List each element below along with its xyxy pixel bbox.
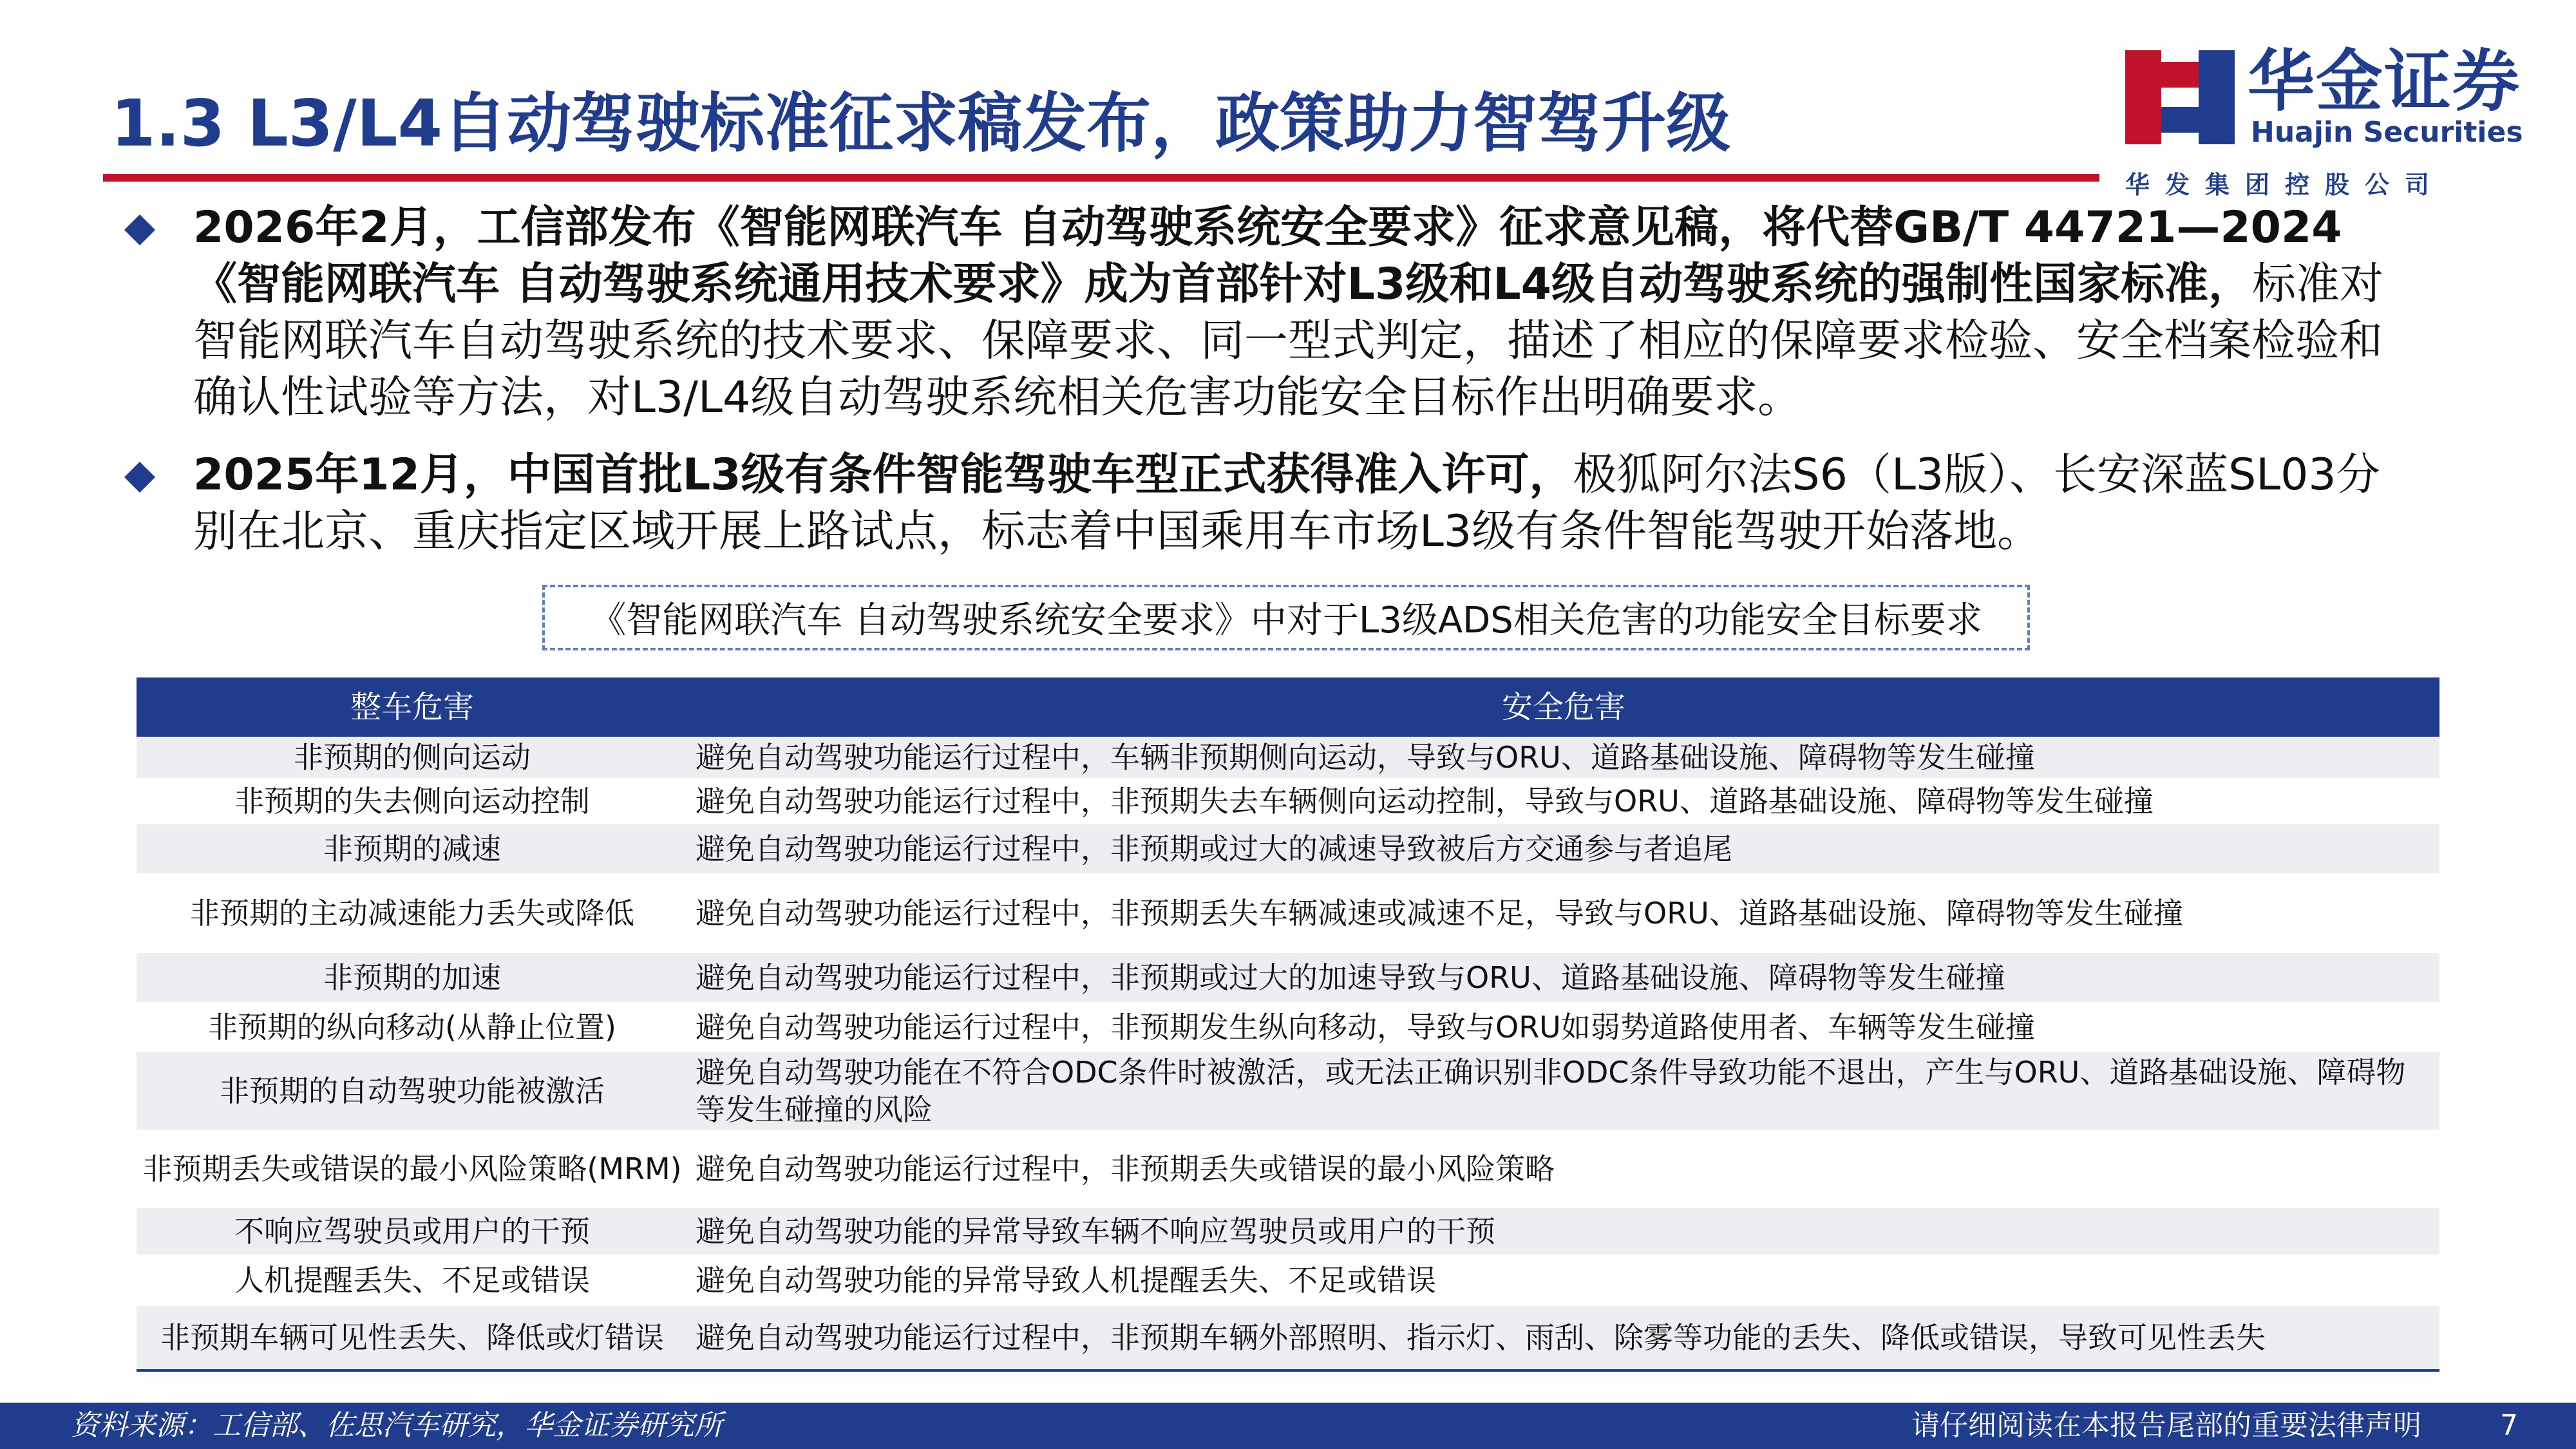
bullet-text — [193, 200, 2421, 426]
hazard-cell: 人机提醒丢失、不足或错误 — [137, 1255, 688, 1306]
table-row — [137, 737, 2439, 778]
logo-chinese-name: 华金证券 — [2248, 42, 2521, 120]
hazard-cell: 非预期车辆可见性丢失、降低或灯错误 — [137, 1306, 688, 1370]
hazard-cell: 非预期的主动减速能力丢失或降低 — [137, 873, 688, 953]
footer-bar — [0, 1403, 2576, 1449]
table-row — [137, 1002, 2439, 1052]
column-header-vehicle-hazard: 整车危害 — [137, 677, 688, 737]
bullet-point-1 — [129, 200, 2421, 426]
logo-english-name: Huajin Securities — [2251, 116, 2523, 149]
requirement-cell: 避免自动驾驶功能运行过程中，非预期或过大的减速导致被后方交通参与者追尾 — [688, 824, 2439, 873]
legal-notice: 请仔细阅读在本报告尾部的重要法律声明 — [1911, 1409, 2421, 1442]
table-row — [137, 1052, 2439, 1130]
bullet-text — [193, 447, 2421, 560]
diamond-bullet-icon — [124, 214, 155, 245]
table-row — [137, 1130, 2439, 1208]
logo-subtitle: 华发集团控股公司 — [2125, 171, 2445, 199]
requirement-cell: 避免自动驾驶功能运行过程中，非预期车辆外部照明、指示灯、雨刮、除雾等功能的丢失、降低或错误，导致可见性丢失 — [688, 1306, 2439, 1370]
bullet-bold-text: 2026年2月，工信部发布《智能网联汽车 自动驾驶系统安全要求》征求意见稿，将代替GB/T 44721—2024《智能网联汽车 自动驾驶系统通用技术要求》成为首部针对L3级和L4级自动驾驶系统的强制性国家标准， — [193, 202, 2342, 310]
requirement-cell: 避免自动驾驶功能的异常导致人机提醒丢失、不足或错误 — [688, 1255, 2439, 1306]
source-note: 资料来源：工信部、佐思汽车研究，华金证券研究所 — [71, 1409, 723, 1442]
hazard-cell: 非预期的减速 — [137, 824, 688, 873]
table-row — [137, 873, 2439, 953]
table-row — [137, 1255, 2439, 1306]
hazard-cell: 不响应驾驶员或用户的干预 — [137, 1208, 688, 1255]
huajin-logo-icon — [2125, 50, 2235, 144]
hazard-cell: 非预期的失去侧向运动控制 — [137, 778, 688, 824]
table-caption: 《智能网联汽车 自动驾驶系统安全要求》中对于L3级ADS相关危害的功能安全目标要求 — [542, 585, 2030, 650]
requirement-cell: 避免自动驾驶功能运行过程中，非预期发生纵向移动，导致与ORU如弱势道路使用者、车辆等发生碰撞 — [688, 1002, 2439, 1052]
hazard-cell: 非预期的加速 — [137, 953, 688, 1002]
table-row — [137, 824, 2439, 873]
bullet-point-2 — [129, 447, 2421, 560]
table-header-row — [137, 677, 2439, 737]
page-number: 7 — [2500, 1409, 2518, 1442]
requirement-cell: 避免自动驾驶功能运行过程中，车辆非预期侧向运动，导致与ORU、道路基础设施、障碍物等发生碰撞 — [688, 737, 2439, 778]
hazard-table — [137, 677, 2439, 1372]
requirement-cell: 避免自动驾驶功能运行过程中，非预期丢失或错误的最小风险策略 — [688, 1130, 2439, 1208]
requirement-cell: 避免自动驾驶功能运行过程中，非预期失去车辆侧向运动控制，导致与ORU、道路基础设施、障碍物等发生碰撞 — [688, 778, 2439, 824]
requirement-cell: 避免自动驾驶功能运行过程中，非预期或过大的加速导致与ORU、道路基础设施、障碍物等发生碰撞 — [688, 953, 2439, 1002]
requirement-cell: 避免自动驾驶功能在不符合ODC条件时被激活，或无法正确识别非ODC条件导致功能不退出，产生与ORU、道路基础设施、障碍物等发生碰撞的风险 — [688, 1052, 2439, 1130]
column-header-safety-hazard: 安全危害 — [688, 677, 2439, 737]
requirement-cell: 避免自动驾驶功能运行过程中，非预期丢失车辆减速或减速不足，导致与ORU、道路基础设施、障碍物等发生碰撞 — [688, 873, 2439, 953]
title-divider — [103, 174, 2099, 182]
requirement-cell: 避免自动驾驶功能的异常导致车辆不响应驾驶员或用户的干预 — [688, 1208, 2439, 1255]
page-title: 1.3 L3/L4自动驾驶标准征求稿发布，政策助力智驾升级 — [111, 86, 1731, 161]
hazard-cell: 非预期的纵向移动(从静止位置) — [137, 1002, 688, 1052]
table-row — [137, 1306, 2439, 1370]
table-row — [137, 1208, 2439, 1255]
table-row — [137, 778, 2439, 824]
hazard-cell: 非预期的侧向运动 — [137, 737, 688, 778]
bullet-body-text: 极狐阿尔法S6（L3版）、长安深蓝SL03分别在北京、重庆指定区域开展上路试点，标志着中国乘用车市场L3级有条件智能驾驶开始落地。 — [193, 450, 2380, 557]
hazard-cell: 非预期丢失或错误的最小风险策略(MRM) — [137, 1130, 688, 1208]
hazard-cell: 非预期的自动驾驶功能被激活 — [137, 1052, 688, 1130]
table-row — [137, 953, 2439, 1002]
bullet-bold-text: 2025年12月，中国首批L3级有条件智能驾驶车型正式获得准入许可， — [193, 450, 1573, 500]
diamond-bullet-icon — [124, 462, 155, 493]
bullet-body-text: 标准对智能网联汽车自动驾驶系统的技术要求、保障要求、同一型式判定，描述了相应的保障要求检验、安全档案检验和确认性试验等方法，对L3/L4级自动驾驶系统相关危害功能安全目标作出明确要求。 — [193, 259, 2383, 423]
